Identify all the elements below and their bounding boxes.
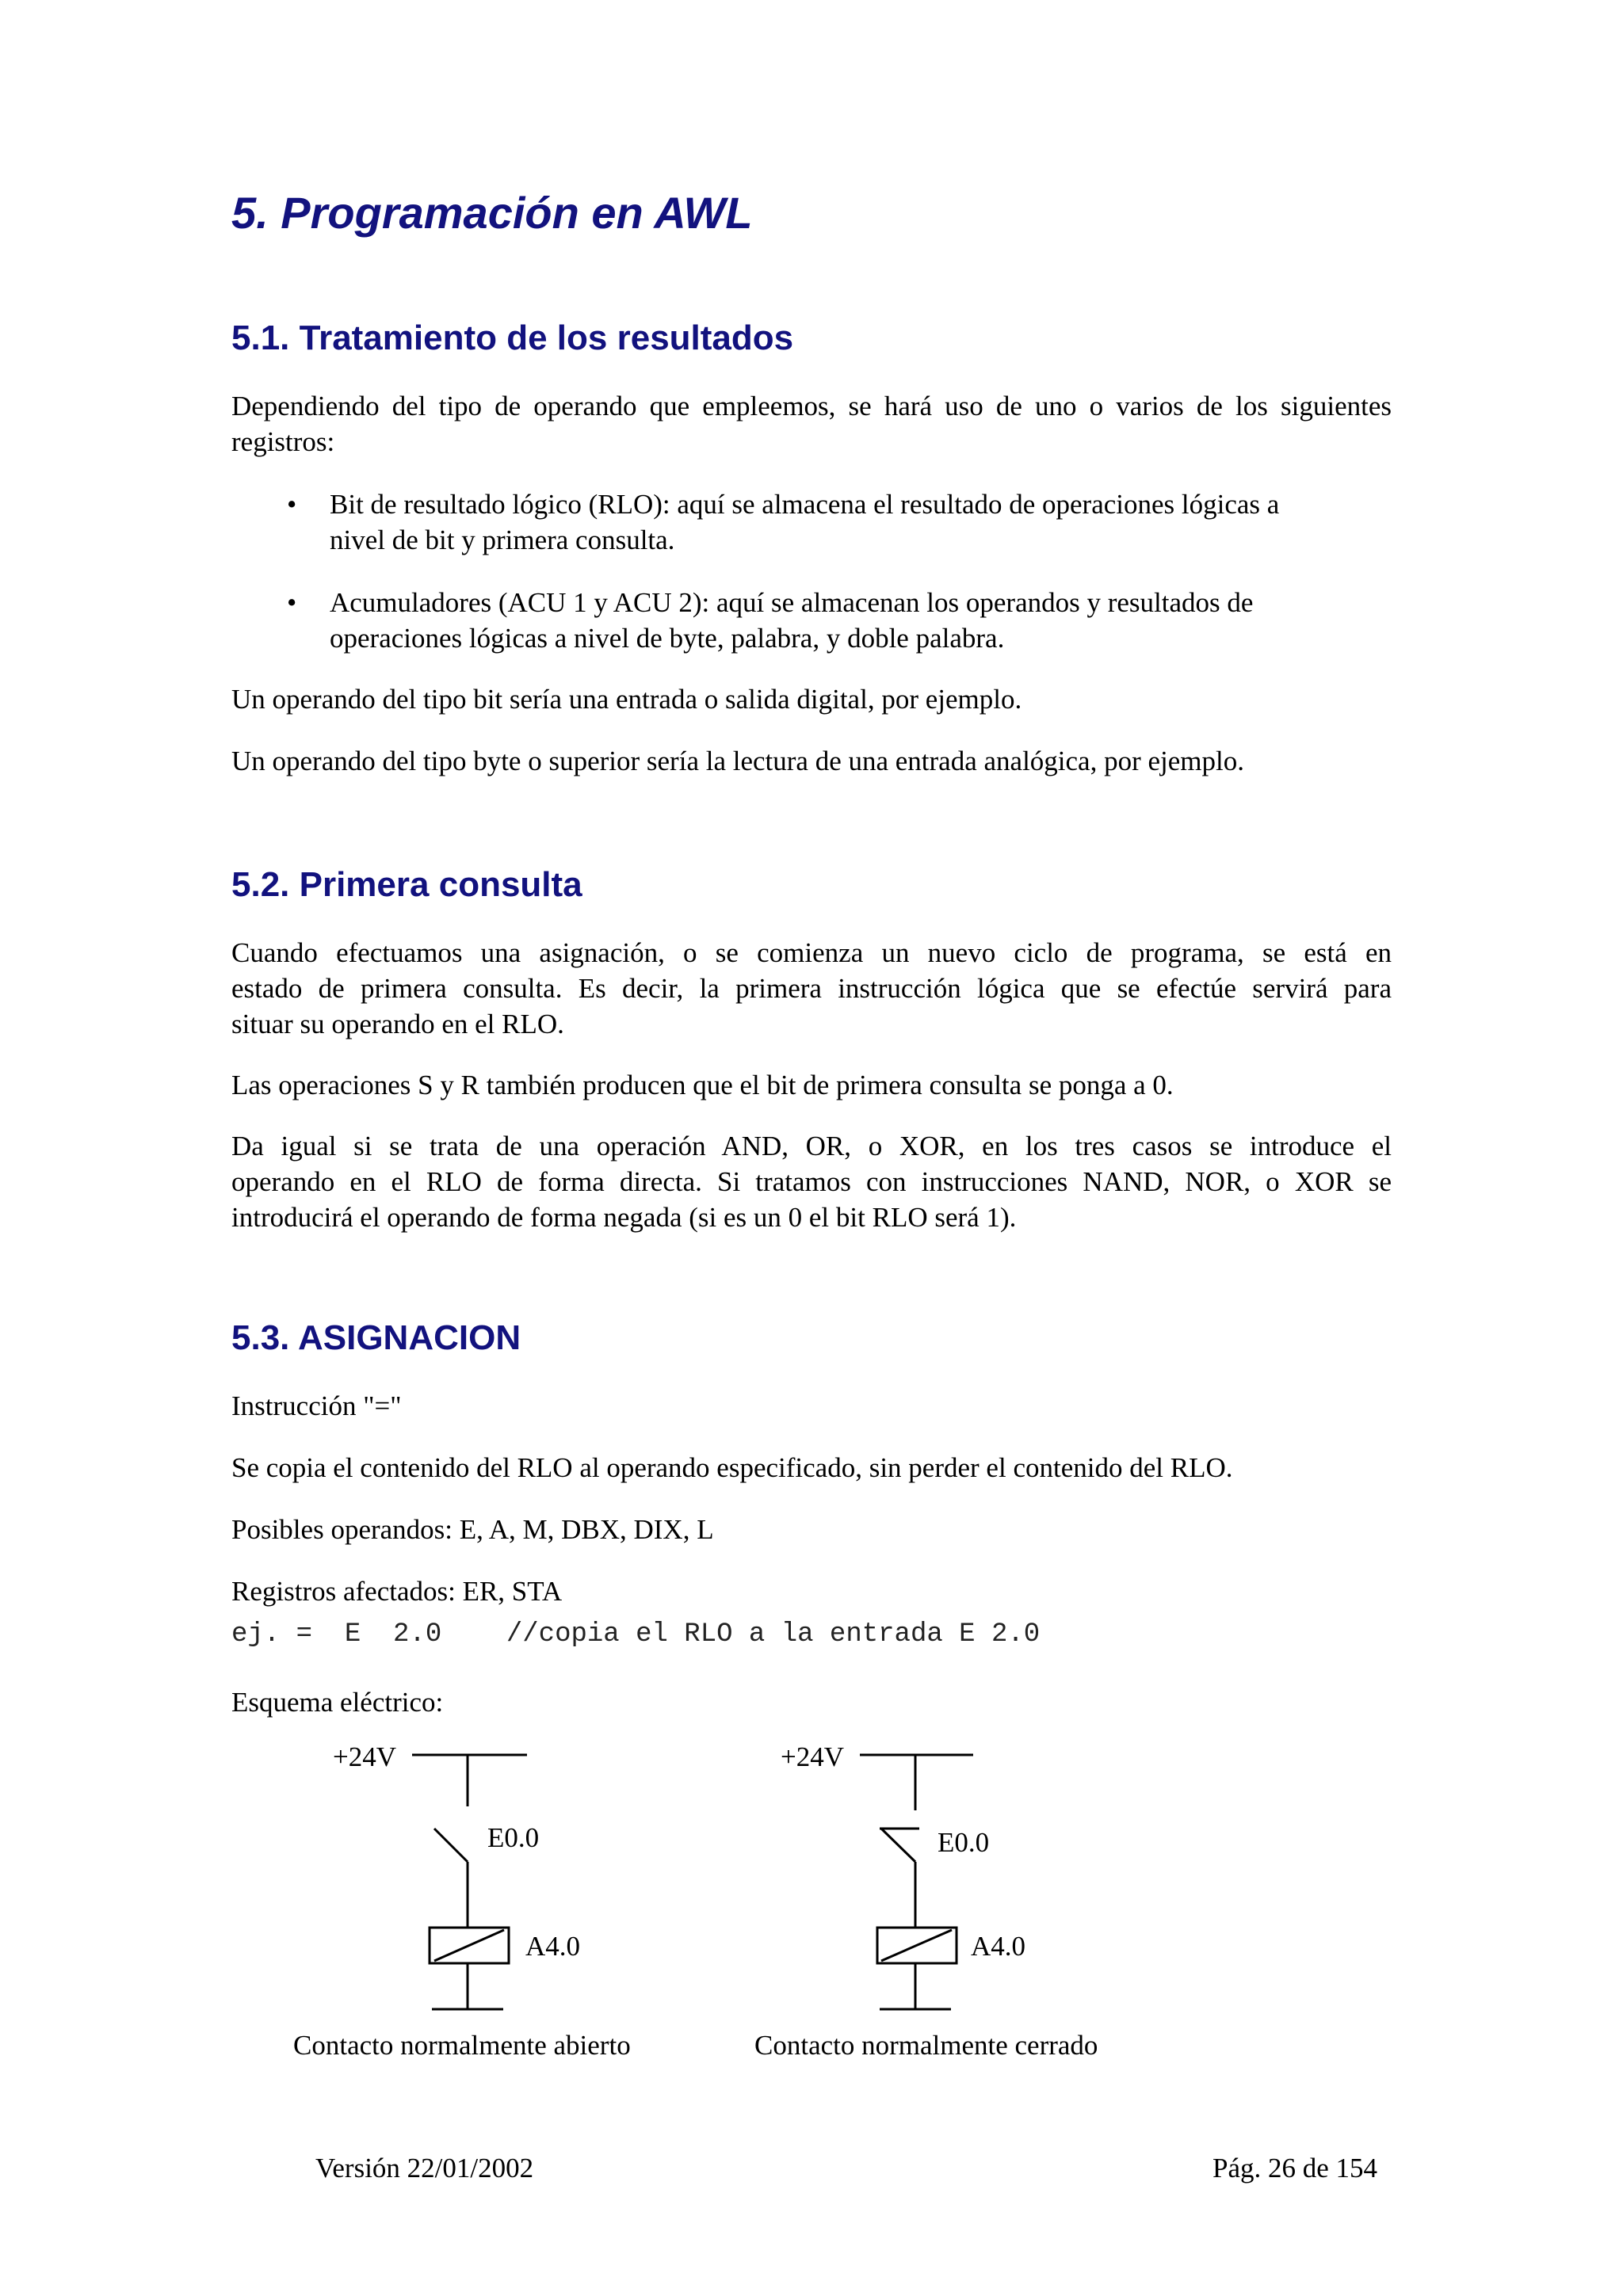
section2-p1-line3: situar su operando en el RLO.	[231, 1009, 564, 1039]
bullet-1-line2: nivel de bit y primera consulta.	[330, 524, 675, 555]
right-supply-label: +24V	[781, 1741, 845, 1772]
nc-contact-blade	[881, 1829, 915, 1862]
coil-diagonal	[434, 1930, 504, 1961]
section1-para2: Un operando del tipo bit sería una entrada o salida digital, por ejemplo.	[231, 684, 1022, 715]
schema-label: Esquema eléctrico:	[231, 1687, 444, 1718]
bullet-1-line1: Bit de resultado lógico (RLO): aquí se almacena el resultado de operaciones lógicas a	[330, 489, 1280, 520]
section2-p3-line3: introducirá el operando de forma negada (si es un 0 el bit RLO será 1).	[231, 1202, 1017, 1233]
bullet-marker: •	[287, 489, 297, 520]
footer-version: Versión 22/01/2002	[315, 2153, 534, 2183]
right-caption: Contacto normalmente cerrado	[754, 2030, 1098, 2061]
right-contact-label: E0.0	[938, 1827, 990, 1858]
bullet-2-line2: operaciones lógicas a nivel de byte, palabra, y doble palabra.	[330, 623, 1005, 654]
section2-p3-line1: Da igual si se trata de una operación AND, OR, o XOR, en los tres casos se introduce el	[231, 1131, 1392, 1161]
section2-p1-line2: estado de primera consulta. Es decir, la primera instrucción lógica que se efectúe servirá para	[231, 973, 1392, 1004]
section2-p2: Las operaciones S y R también producen que el bit de primera consulta se ponga a 0.	[231, 1070, 1174, 1100]
section-heading-5-3: 5.3. ASIGNACION	[231, 1318, 521, 1357]
left-circuit	[412, 1755, 527, 2009]
code-example: ej. = E 2.0 //copia el RLO a la entrada E 2.0	[231, 1619, 1041, 1650]
footer-page-number: Pág. 26 de 154	[1212, 2153, 1378, 2183]
left-contact-label: E0.0	[487, 1822, 540, 1853]
section-heading-5-2: 5.2. Primera consulta	[231, 865, 582, 904]
affected-registers: Registros afectados: ER, STA	[231, 1576, 563, 1607]
page-title: 5. Programación en AWL	[231, 188, 753, 238]
section1-para3: Un operando del tipo byte o superior sería la lectura de una entrada analógica, por ejemplo.	[231, 746, 1244, 776]
section1-intro-line1: Dependiendo del tipo de operando que empleemos, se hará uso de uno o varios de los siguientes	[231, 391, 1392, 421]
coil-box	[430, 1928, 509, 1963]
section-heading-5-1: 5.1. Tratamiento de los resultados	[231, 318, 794, 357]
coil-box	[877, 1928, 957, 1963]
no-contact-blade	[434, 1829, 468, 1862]
left-supply-label: +24V	[333, 1741, 397, 1772]
instruction-label: Instrucción "="	[231, 1390, 402, 1421]
right-circuit	[860, 1755, 973, 2009]
section2-p1-line1: Cuando efectuamos una asignación, o se comienza un nuevo ciclo de programa, se está en	[231, 937, 1392, 968]
bullet-marker: •	[287, 587, 297, 618]
coil-diagonal	[881, 1930, 952, 1961]
section1-intro-line2: registros:	[231, 426, 335, 457]
possible-operands: Posibles operandos: E, A, M, DBX, DIX, L	[231, 1514, 714, 1545]
right-coil-label: A4.0	[971, 1931, 1026, 1962]
bullet-2-line1: Acumuladores (ACU 1 y ACU 2): aquí se almacenan los operandos y resultados de	[330, 587, 1254, 618]
left-caption: Contacto normalmente abierto	[293, 2030, 631, 2061]
section2-p3-line2: operando en el RLO de forma directa. Si tratamos con instrucciones NAND, NOR, o XOR se	[231, 1166, 1392, 1197]
assignment-description: Se copia el contenido del RLO al operando especificado, sin perder el contenido del RLO.	[231, 1452, 1233, 1483]
left-coil-label: A4.0	[525, 1931, 581, 1962]
